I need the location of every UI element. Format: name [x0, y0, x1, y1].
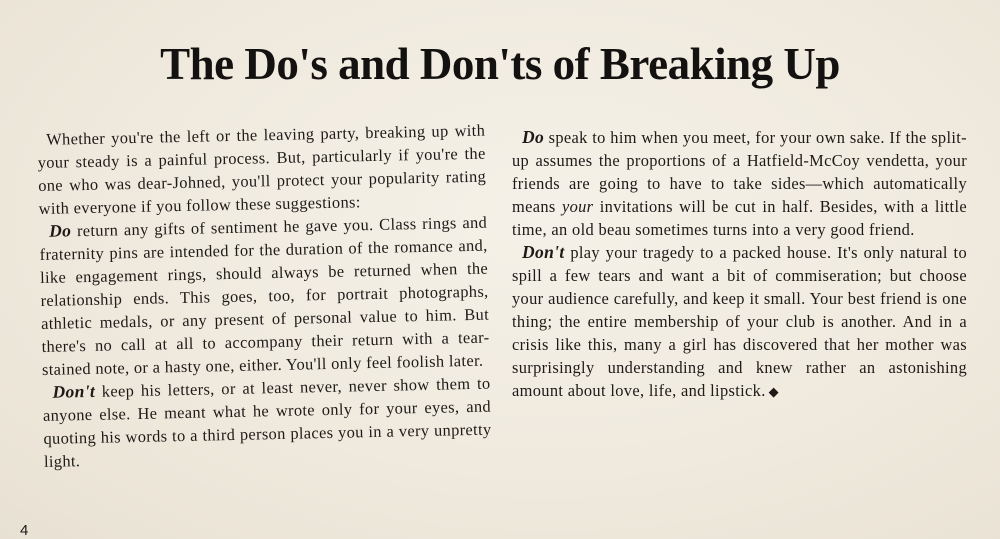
paragraph-text: play your tragedy to a packed house. It's only natural to spill a few tears and want a bit of commiseration; but choose your audience carefully, and keep it small. Your best friend is one thing; the entire membership of your club is another. And in a crisis like this, many a girl has discovered that her mother was surprisingly understanding and knew rather an astonishing amount about love, life, and lipstick.	[512, 243, 967, 400]
intro-paragraph: Whether you're the left or the leaving party, breaking up with your steady is a painful process. But, particularly if you're the one who was dear-Johned, you'll protect your popularity rating with everyone if you follow these suggestions:	[37, 120, 487, 218]
left-column	[37, 119, 492, 473]
paragraph-do-return-gifts	[39, 211, 490, 381]
paragraph-lead-word: Do	[522, 127, 545, 147]
paragraph-lead-word: Do	[48, 220, 72, 241]
article-title: The Do's and Don'ts of Breaking Up	[160, 39, 840, 89]
paragraph-text: return any gifts of sentiment he gave you. Class rings and fraternity pins are intended for the duration of the romance and, like engagement rings, should always be returned when the relationship ends. This goes, too, for portrait photographs, athletic medals, or any present of personal value to him. But there's no call at all to accompany their return with a tear-stained note, or a hasty one, either. You'll only feel foolish later.	[39, 212, 490, 379]
paragraph-do-speak	[512, 126, 967, 241]
paragraph-dont-keep-letters	[42, 372, 492, 473]
paragraph-lead-word: Don't	[52, 380, 96, 402]
paragraph-text: keep his letters, or at least never, never show them to anyone else. He meant what he wrote only for your eyes, and quoting his words to a third person places you in a very unpretty light.	[42, 373, 492, 471]
end-mark-icon: ◆	[768, 384, 780, 399]
paragraph-text: invitations will be cut in half. Besides, with a little time, an old beau sometimes turns into a very good friend.	[512, 197, 967, 239]
paragraph-dont-play-tragedy	[512, 241, 967, 403]
right-column	[512, 126, 967, 403]
paragraph-text: speak to him when you meet, for your own sake. If the split-up assumes the proportions of a Hatfield-McCoy vendetta, your friends are going to have to take sides—which automatically means	[512, 128, 967, 216]
page-number: 4	[20, 522, 29, 539]
emphasis-word: your	[561, 197, 594, 216]
paragraph-lead-word: Don't	[522, 242, 565, 262]
